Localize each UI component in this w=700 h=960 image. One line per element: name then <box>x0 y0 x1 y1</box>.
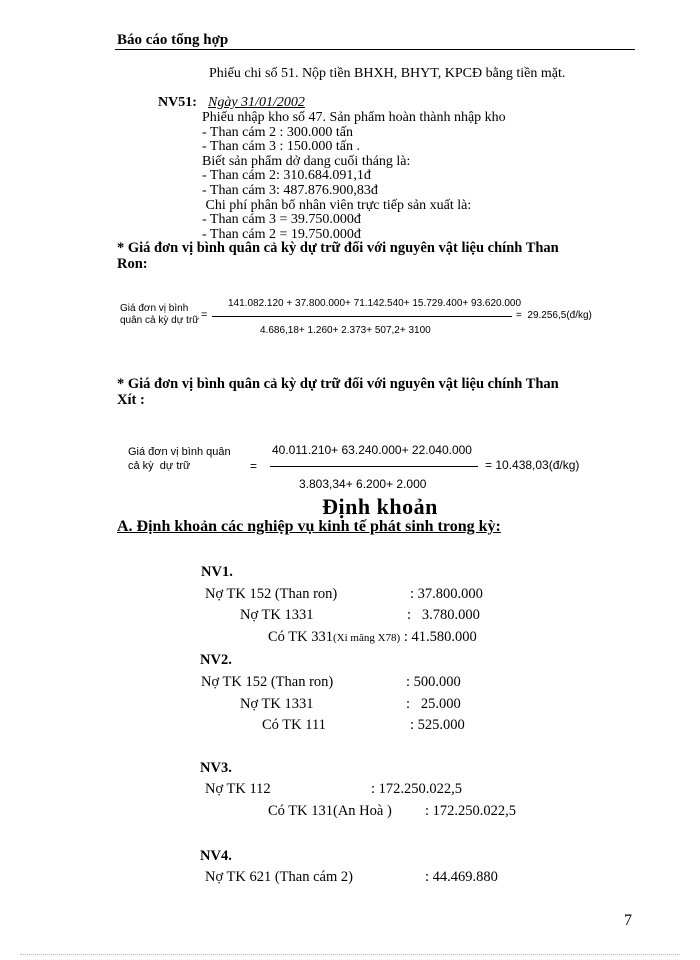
nv3-row-1-amount: : 172.250.022,5 <box>371 781 463 797</box>
dinh-khoan-title <box>0 494 700 520</box>
header-title: Báo cáo tổng hợp <box>117 32 229 48</box>
ron-formula-numerator: 141.082.120 + 37.800.000+ 71.142.540+ 15.729.400+ 93.620.000 <box>228 298 522 309</box>
xit-formula-eq: = <box>250 459 258 473</box>
page-bottom-rule <box>20 954 680 955</box>
nv51-line: Biết sản phẩm dở dang cuối tháng là: <box>202 153 411 169</box>
nv4-label: NV4. <box>200 848 232 864</box>
nv51-label: NV51: <box>158 95 197 110</box>
nv1-row-3-note: (Xi măng X78) <box>333 632 401 644</box>
nv1-row-3-amount: : 41.580.000 <box>403 629 477 645</box>
nv2-row-3-account: Có TK 111 <box>262 717 326 733</box>
nv51-lines <box>202 111 506 242</box>
page-number: 7 <box>624 912 632 929</box>
nv2-row-2-account: Nợ TK 1331 <box>240 696 314 712</box>
nv51-line: Chi phí phân bổ nhân viên trực tiếp sản xuất là: <box>202 197 472 213</box>
ron-heading-1: * Giá đơn vị bình quân cả kỳ dự trữ đối với nguyên vật liệu chính Than <box>117 240 559 256</box>
nv2-row-1-amount: : 500.000 <box>406 674 461 690</box>
nv51-line: Phiếu nhập kho số 47. Sản phẩm hoàn thành nhập kho <box>202 110 506 125</box>
nv1-row-1-amount: : 37.800.000 <box>410 586 483 602</box>
dinh-khoan-subtitle: A. Định khoản các nghiệp vụ kinh tế phát sinh trong kỳ: <box>117 518 501 535</box>
xit-formula-label-1: Giá đơn vị bình quân <box>128 446 231 458</box>
ron-formula-eq: = <box>201 309 208 321</box>
xit-fraction-line <box>270 466 478 467</box>
nv51-line: - Than cám 3 = 39.750.000đ <box>202 212 361 228</box>
nv2-row-1-account: Nợ TK 152 (Than ron) <box>201 674 334 690</box>
nv3-row-1-account: Nợ TK 112 <box>205 781 271 797</box>
nv4-row-1-amount: : 44.469.880 <box>425 869 498 885</box>
ron-formula-label <box>120 303 199 327</box>
nv1-label: NV1. <box>201 564 233 580</box>
nv2-row-2-amount: : 25.000 <box>406 696 461 712</box>
ron-formula-result: = 29.256,5(đ/kg) <box>516 310 592 321</box>
nv3-label: NV3. <box>200 760 232 776</box>
nv1-row-1-account: Nợ TK 152 (Than ron) <box>205 586 338 602</box>
dinh-khoan-title-text: Định khoản <box>322 494 438 519</box>
ron-heading-2: Ron: <box>117 256 148 272</box>
header-rule <box>115 49 635 50</box>
nv2-label: NV2. <box>200 652 232 668</box>
nv4-row-1-account: Nợ TK 621 (Than cám 2) <box>205 869 353 885</box>
nv3-row-2-account: Có TK 131(An Hoà ) <box>268 803 392 819</box>
nv51-line: - Than cám 2 = 19.750.000đ <box>202 226 361 242</box>
ron-formula-label-2: quân cả kỳ dự trữ <box>120 315 199 326</box>
xit-heading-1: * Giá đơn vị bình quân cả kỳ dự trữ đối với nguyên vật liệu chính Than <box>117 376 559 392</box>
nv1-row-2-account: Nợ TK 1331 <box>240 607 314 623</box>
xit-formula-label <box>128 445 231 473</box>
nv51-line: - Than cám 2 : 300.000 tấn <box>202 124 353 140</box>
xit-heading-2: Xít : <box>117 392 145 408</box>
xit-formula-numerator: 40.011.210+ 63.240.000+ 22.040.000 <box>272 443 472 457</box>
nv51-line: - Than cám 3: 487.876.900,83đ <box>202 182 378 198</box>
nv1-row-2-amount: : 3.780.000 <box>407 607 480 623</box>
intro-line: Phiếu chi số 51. Nộp tiền BHXH, BHYT, KPCĐ bằng tiền mặt. <box>209 66 566 81</box>
ron-formula-denominator: 4.686,18+ 1.260+ 2.373+ 507,2+ 3100 <box>260 325 431 336</box>
nv51-date: Ngày 31/01/2002 <box>208 95 305 110</box>
nv51-line: - Than cám 3 : 150.000 tấn . <box>202 139 360 155</box>
xit-formula-denominator: 3.803,34+ 6.200+ 2.000 <box>299 477 427 491</box>
xit-formula-label-2: cả kỳ dự trữ <box>128 460 191 472</box>
ron-fraction-line <box>212 316 512 317</box>
nv1-row-3-account: Có TK 331 <box>268 629 333 645</box>
xit-formula-result: = 10.438,03(đ/kg) <box>485 458 580 472</box>
ron-formula-label-1: Giá đơn vị bình <box>120 303 189 314</box>
nv3-row-2-amount: : 172.250.022,5 <box>425 803 517 819</box>
nv2-row-3-amount: : 525.000 <box>410 717 465 733</box>
nv51-line: - Than cám 2: 310.684.091,1đ <box>202 168 371 184</box>
nv1-row-3 <box>268 629 477 646</box>
